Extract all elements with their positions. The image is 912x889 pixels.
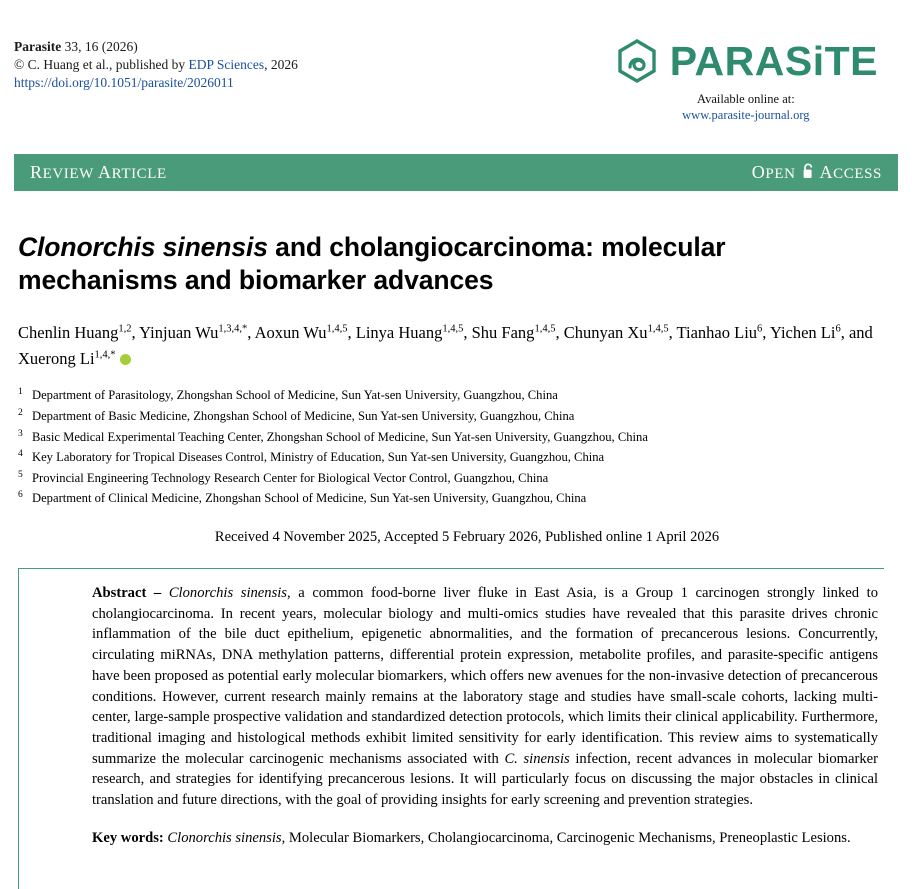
- affiliation-number: 4: [18, 449, 23, 460]
- author-item[interactable]: [255, 323, 348, 342]
- author-name: Tianhao Liu: [676, 323, 758, 343]
- article-type-bar: [14, 154, 898, 191]
- article-type-cap2: A: [98, 161, 112, 182]
- keywords-species-italic: Clonorchis sinensis: [167, 829, 282, 846]
- open-cap: O: [751, 161, 766, 182]
- author-affil-marker: 6: [835, 323, 841, 335]
- author-affil-marker: 1,2: [118, 323, 132, 335]
- abstract-label: Abstract –: [92, 584, 169, 601]
- author-item[interactable]: [770, 323, 841, 342]
- affiliation-text: Department of Parasitology, Zhongshan School of Medicine, Sun Yat-sen University, Guangzhou, China: [32, 388, 558, 403]
- author-affil-marker: 1,4,5: [326, 323, 348, 335]
- access-text: CCESS: [833, 165, 882, 182]
- author-item[interactable]: [18, 323, 132, 342]
- author-item[interactable]: [677, 323, 763, 342]
- title-species-italic: Clonorchis sinensis: [18, 231, 268, 262]
- author-affil-marker: 1,4,5: [534, 323, 556, 335]
- author-item[interactable]: [564, 323, 669, 342]
- journal-name: Parasite: [14, 39, 62, 54]
- affiliation-item: [18, 447, 884, 468]
- volume-issue-year: 33, 16 (2026): [64, 39, 138, 54]
- article-type-text2: RTICLE: [111, 165, 167, 182]
- article-type-cap1: R: [30, 161, 43, 182]
- author-list: Chenlin Huang$^{1,2}$, Yinjuan $Wu^{1,3,4,*}$, Aoxun Wu$^{1,4,5}$, Linya Huang$^{1,4,5}$, Shu Fang$^{1,4,5}$, Chunyan Xu$^{1,4,5}$, Tianhao Liu$^6$, Yichen Li$^6$, and Xuerong $Li^{1,4,*}$: [18, 323, 873, 368]
- publisher-link[interactable]: EDP Sciences: [188, 57, 265, 73]
- author-item[interactable]: [356, 323, 464, 342]
- abstract-text: [18, 583, 884, 811]
- affiliation-item: [18, 488, 884, 509]
- abstract-paragraph-1: , a common food-borne liver fluke in East Asia, is a Group 1 carcinogen strongly linked to cholangiocarcinoma. In recent years, molecular biology and multi-omics studies have revealed that this parasite drives chronic inflammation of the bile duct epithelium, epigenetic abnormalities, and the formation of precancerous lesions. Concurrently, circulating miRNAs, DNA methylation patterns, differential protein expression, metabolite profiles, and parasite-specific antigens have been proposed as potential early molecular biomarkers, which offers new avenues for the non-invasive detection of precancerous conditions. However, current research mainly remains at the laboratory stage and studies have small-scale cohorts, lacking multi-center, large-sample prospective validation and standardized detection protocols, which limits their clinical applicability. Furthermore, traditional imaging and histological methods exhibit limited sensitivity for early identification. This review aims to systematically summarize the molecular carcinogenic mechanisms associated with: [92, 584, 878, 767]
- abstract-section: [18, 568, 884, 849]
- abstract-species-italic: Clonorchis sinensis: [168, 584, 287, 601]
- affiliation-text: Department of Basic Medicine, Zhongshan School of Medicine, Sun Yat-sen University, Guangzhou, China: [32, 409, 575, 424]
- open-text: PEN: [765, 165, 796, 182]
- affiliation-list: [18, 385, 884, 508]
- author-affil-marker: 1,3,4,*: [218, 323, 248, 335]
- access-cap: A: [819, 161, 834, 182]
- author-name: Chenlin Huang: [18, 323, 119, 343]
- orcid-icon[interactable]: [120, 354, 131, 365]
- abstract-species-italic-2: C. sinensis: [504, 750, 570, 767]
- affiliation-item: [18, 468, 884, 489]
- affiliation-item: [18, 406, 884, 427]
- author-name: Aoxun Wu: [254, 323, 327, 343]
- author-affil-marker: 1,4,5: [647, 323, 669, 335]
- journal-url-link[interactable]: www.parasite-journal.org: [682, 108, 810, 123]
- author-name: Shu Fang: [471, 323, 535, 343]
- abstract-paragraph-2: infection, recent advances in molecular biomarker research, and strategies for identifying precancerous lesions. It will particularly focus on discussing the major obstacles in clinical translation and future directions, with the goal of providing insights for early screening and prevention strategies.: [92, 750, 879, 809]
- author-item[interactable]: [139, 323, 247, 342]
- affiliation-text: Department of Clinical Medicine, Zhongshan School of Medicine, Sun Yat-sen University, Guangzhou, China: [32, 491, 587, 506]
- author-name: and Xuerong Li: [18, 323, 873, 368]
- author-name: Yichen Li: [769, 323, 836, 343]
- article-type-label: [30, 162, 167, 183]
- affiliation-item: [18, 385, 884, 406]
- affiliation-text: Key Laboratory for Tropical Diseases Control, Ministry of Education, Sun Yat-sen University, Guangzhou, China: [32, 450, 605, 465]
- title-rest: and cholangiocarcinoma: molecular mechanisms and biomarker advances: [18, 231, 726, 296]
- available-label: Available online at:: [697, 92, 795, 106]
- keywords-label: Key words:: [92, 829, 168, 846]
- article-type-text1: EVIEW: [42, 165, 98, 182]
- affiliation-number: 6: [18, 490, 23, 501]
- keywords: [18, 828, 884, 849]
- journal-branding: [614, 38, 884, 124]
- affiliation-number: 2: [18, 408, 23, 419]
- brand-wordmark: PARASiTE: [669, 37, 878, 84]
- author-affil-marker: 1,4,5: [442, 323, 464, 335]
- author-item[interactable]: [472, 323, 556, 342]
- parasite-logo-icon: [614, 38, 660, 84]
- author-name: Chunyan Xu: [563, 323, 648, 343]
- affiliation-text: Provincial Engineering Technology Research Center for Biological Vector Control, Guangzhou, China: [32, 470, 549, 485]
- open-access-lock-icon: [801, 162, 815, 183]
- affiliation-number: 1: [18, 387, 23, 398]
- doi-line: [14, 74, 298, 92]
- availability-block: [614, 91, 878, 124]
- citation-block: [14, 38, 298, 93]
- publication-dates: Received 4 November 2025, Accepted 5 February 2026, Published online 1 April 2026: [214, 528, 720, 545]
- affiliation-text: Basic Medical Experimental Teaching Center, Zhongshan School of Medicine, Sun Yat-sen University, Guangzhou, China: [32, 429, 648, 444]
- brand-row: [614, 38, 878, 84]
- author-affil-marker: 1,4,*: [94, 349, 116, 361]
- affiliation-item: [18, 427, 884, 448]
- copyright-line: [14, 56, 298, 74]
- copyright-prefix: © C. Huang et al., published by: [14, 57, 189, 73]
- copyright-suffix: , 2026: [264, 57, 298, 73]
- open-access-label: [752, 162, 882, 183]
- affiliation-number: 5: [18, 469, 23, 480]
- affiliation-number: 3: [18, 428, 23, 439]
- author-name: Linya Huang: [355, 323, 443, 343]
- article-title: [18, 231, 884, 299]
- author-affil-marker: 6: [757, 323, 763, 335]
- keywords-text: , Molecular Biomarkers, Cholangiocarcinoma, Carcinogenic Mechanisms, Preneoplastic Lesions.: [281, 829, 851, 846]
- citation-line: [14, 38, 298, 56]
- doi-link[interactable]: https://doi.org/10.1051/parasite/2026011: [14, 75, 234, 91]
- author-name: Yinjuan Wu: [139, 323, 219, 343]
- page-header: [0, 0, 912, 124]
